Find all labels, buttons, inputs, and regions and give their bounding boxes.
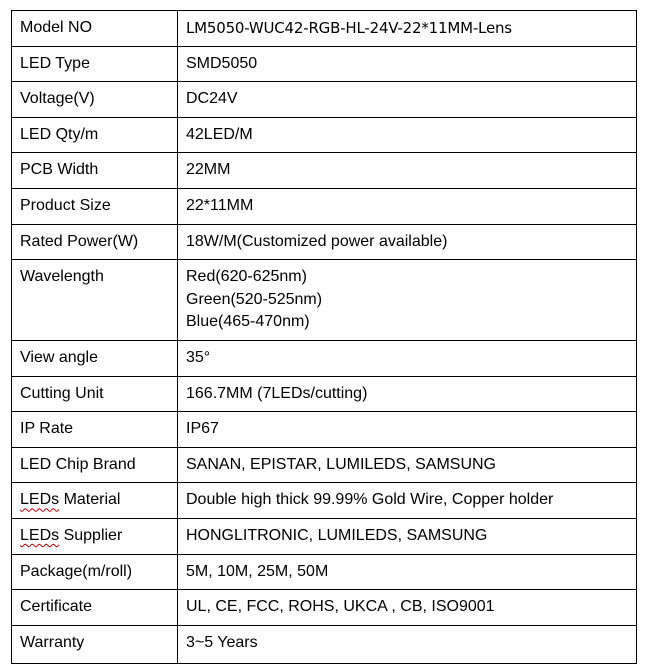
table-row <box>12 554 637 590</box>
table-row <box>12 46 637 82</box>
row-label: Package(m/roll) <box>12 554 178 590</box>
table-row <box>12 188 637 224</box>
row-label: Certificate <box>12 590 178 626</box>
row-value: DC24V <box>178 82 637 118</box>
row-label: Product Size <box>12 188 178 224</box>
spellcheck-word: LEDs <box>20 526 60 544</box>
row-value: 18W/M(Customized power available) <box>178 224 637 260</box>
row-label-suffix: Material <box>59 491 121 509</box>
row-value: IP67 <box>178 412 637 448</box>
row-label: LED Chip Brand <box>12 447 178 483</box>
row-value: 22MM <box>178 153 637 189</box>
table-row <box>12 11 637 47</box>
row-label-suffix: Supplier <box>59 526 123 544</box>
table-row <box>12 447 637 483</box>
table-row <box>12 590 637 626</box>
wavelength-blue: Blue(465-470nm) <box>186 313 310 331</box>
row-value: 35° <box>178 340 637 376</box>
row-label: LED Type <box>12 46 178 82</box>
row-value: 166.7MM (7LEDs/cutting) <box>178 376 637 412</box>
row-value: HONGLITRONIC, LUMILEDS, SAMSUNG <box>178 518 637 554</box>
row-value: 22*11MM <box>178 188 637 224</box>
row-label: Model NO <box>12 11 178 47</box>
table-row <box>12 82 637 118</box>
row-value <box>178 260 637 341</box>
table-row <box>12 483 637 519</box>
row-label <box>12 483 178 519</box>
row-value: LM5050-WUC42-RGB-HL-24V-22*11MM-Lens <box>178 11 637 47</box>
row-label: LED Qty/m <box>12 117 178 153</box>
row-value: 5M, 10M, 25M, 50M <box>178 554 637 590</box>
row-value: 42LED/M <box>178 117 637 153</box>
table-row <box>12 376 637 412</box>
row-value: Double high thick 99.99% Gold Wire, Copper holder <box>178 483 637 519</box>
spellcheck-word: LEDs <box>20 491 60 509</box>
row-label: PCB Width <box>12 153 178 189</box>
row-label: Warranty <box>12 625 178 663</box>
row-value: 3~5 Years <box>178 625 637 663</box>
row-label: Wavelength <box>12 260 178 341</box>
row-label: IP Rate <box>12 412 178 448</box>
table-row <box>12 412 637 448</box>
row-label <box>12 518 178 554</box>
spec-table <box>11 10 637 664</box>
row-label: View angle <box>12 340 178 376</box>
wavelength-green: Green(520-525nm) <box>186 290 323 308</box>
table-row <box>12 260 637 341</box>
wavelength-red: Red(620-625nm) <box>186 268 307 286</box>
row-label: Cutting Unit <box>12 376 178 412</box>
row-label: Rated Power(W) <box>12 224 178 260</box>
row-value: SANAN, EPISTAR, LUMILEDS, SAMSUNG <box>178 447 637 483</box>
row-value: SMD5050 <box>178 46 637 82</box>
table-row <box>12 117 637 153</box>
row-value: UL, CE, FCC, ROHS, UKCA , CB, ISO9001 <box>178 590 637 626</box>
table-row <box>12 340 637 376</box>
row-label: Voltage(V) <box>12 82 178 118</box>
table-row <box>12 153 637 189</box>
table-row <box>12 518 637 554</box>
table-row <box>12 224 637 260</box>
table-row <box>12 625 637 663</box>
